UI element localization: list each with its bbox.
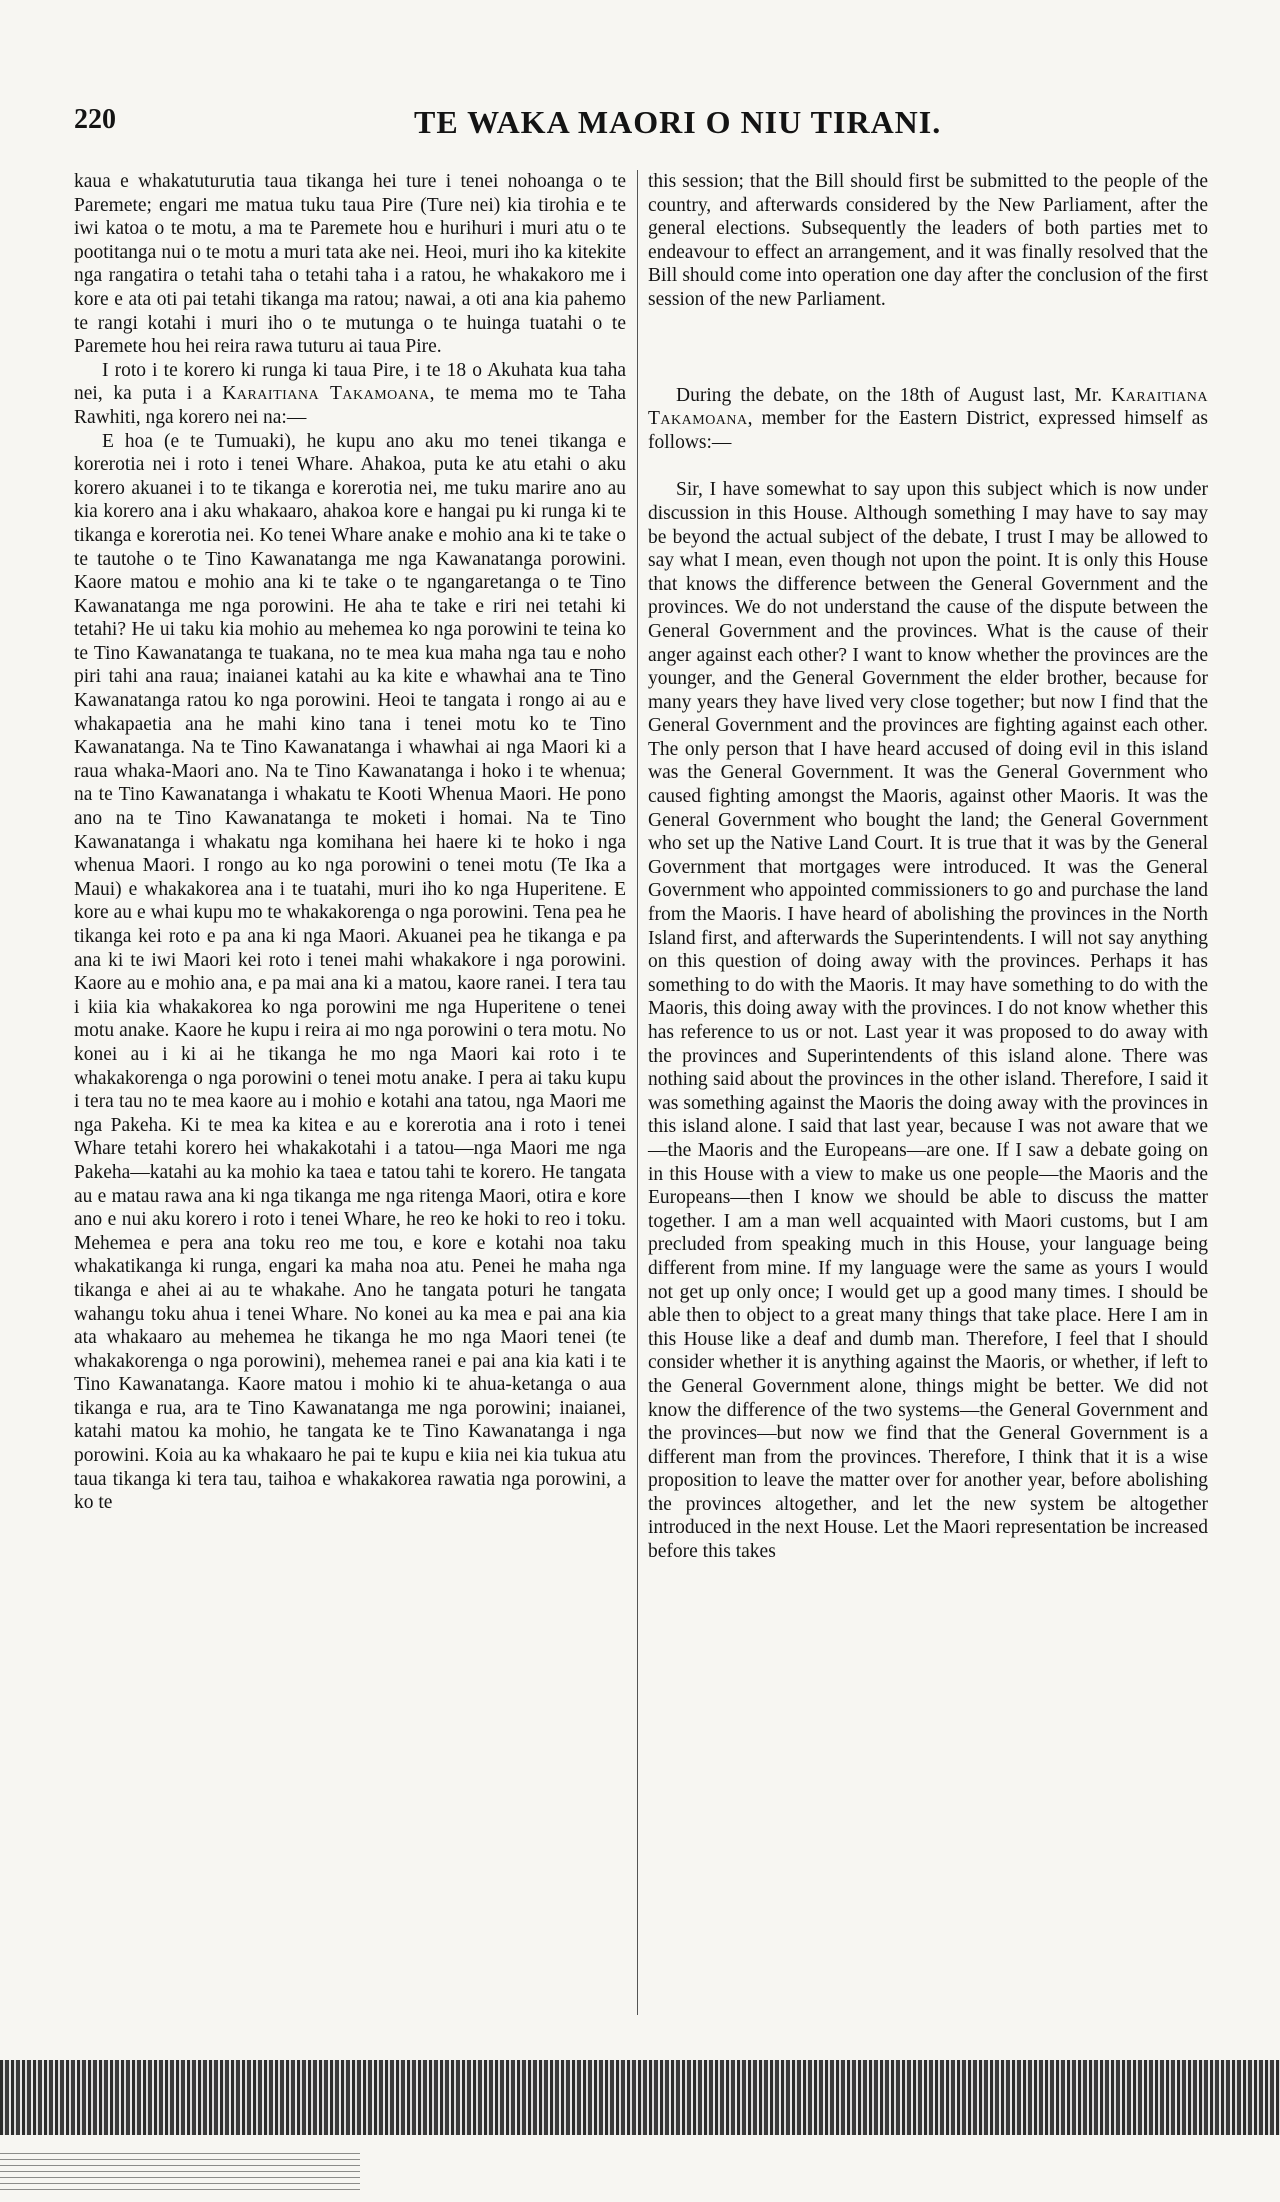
running-title: TE WAKA MAORI O NIU TIRANI.	[414, 104, 942, 140]
maori-paragraph-attribution	[74, 359, 626, 430]
attribution-end: , member for the Eastern District, expressed himself as follows:—	[648, 408, 1208, 453]
english-paragraph-attribution	[648, 384, 1208, 455]
attribution-end: , te mema mo te Taha Rawhiti, nga korero nei na:—	[74, 383, 626, 428]
speaker-name: Karaitiana Takamoana	[648, 384, 1208, 430]
column-divider	[637, 170, 638, 2015]
maori-column	[74, 170, 626, 1515]
page-header	[74, 104, 1214, 152]
page-number: 220	[74, 104, 116, 135]
speaker-name: Karaitiana Takamoana	[222, 383, 430, 405]
maori-paragraph-intro: kaua e whakatuturutia taua tikanga hei ture i tenei nohoanga o te Paremete; engari me matua tuku taua Pire (Ture nei) kia tirohia e te iwi katoa o te motu, a ma te Paremete hou e hurihuri i muri atu o te pootitanga nui o te motu a muri tata ake nei. Heoi, muri iho ka kitekite nga rangatira o tetahi taha o tetahi taha i a ratou, he whakakoro me i kore e ata oti pai tetahi tikanga ma ratou; nawai, a oti ana kia pahemo te rangi kotahi i muri iho o te mutunga o te huinga tuatahi o te Paremete hou hei reira rawa tuturu ai taua Pire.	[74, 171, 626, 358]
english-paragraph-intro: this session; that the Bill should first be submitted to the people of the country, and afterwards considered by the New Parliament, after the general elections. Subsequently the leaders of both parties met to endeavour to effect an arrangement, and it was finally resolved that the Bill should come into operation one day after the conclusion of the first session of the new Parliament.	[648, 171, 1208, 310]
attribution-start: During the debate, on the 18th of August last, Mr.	[676, 384, 1112, 406]
english-paragraph-speech: Sir, I have somewhat to say upon this subject which is now under discussion in this House. Although something I may have to say may be beyond the actual subject of the debate, I trust I may be allowed to say what I mean, even though not upon the point. It is only this House that knows the difference between the General Government and the provinces. We do not understand the cause of the dispute between the General Government and the provinces. What is the cause of their anger against each other? I want to know whether the provinces are the younger, and the General Government the elder brother, because for many years they have lived very close together; but now I find that the General Government and the provinces are fighting against each other. The only person that I have heard accused of doing evil in this island was the General Government. It was the General Government who caused fighting amongst the Maoris, against other Maoris. It was the General Government who bought the land; the General Government who set up the Native Land Court. It is true that it was by the General Government that mortgages were introduced. It was the General Government who appointed commissioners to go and purchase the land from the Maoris. I have heard of abolishing the provinces in the North Island first, and afterwards the Superintendents. I will not say anything on this question of doing away with the provinces. Perhaps it has something to do with the Maoris. It may have something to do with the Maoris, this doing away with the provinces. I do not know whether this has reference to us or not. Last year it was proposed to do away with the provinces and Superintendents of this island alone. There was nothing said about the provinces in the other island. Therefore, I said it was something against the Maoris the doing away with the provinces in this island alone. I said that last year, because I was not aware that we—the Maoris and the Europeans—are one. If I saw a debate going on in this House with a view to make us one people—the Maoris and the Europeans—then I know we should be able to discuss the matter together. I am a man well acquainted with Maori customs, but I am precluded from speaking much in this House, your language being different from mine. If my language were the same as yours I would not get up only once; I would get up a good many times. I should be able then to object to a great many things that take place. Here I am in this House like a deaf and dumb man. Therefore, I feel that I should consider whether it is anything against the Maoris, or whether, if left to the General Government alone, things might be better. We did not know the difference of the two systems—the General Government and the provinces—but now we find that the General Government is a different man from the provinces. Therefore, I think that it is a wise proposition to leave the matter over for another year, before abolishing the provinces altogether, and let the new system be altogether introduced in the next House. Let the Maori representation be increased before this takes	[648, 479, 1208, 1563]
attribution-start: I roto i te korero ki runga ki taua Pire, i te 18 o Akuhata kua taha nei, ka puta i a	[74, 359, 626, 405]
scan-edge-lines	[0, 2150, 360, 2190]
english-column	[648, 170, 1208, 1564]
maori-paragraph-speech: E hoa (e te Tumuaki), he kupu ano aku mo tenei tikanga e korerotia nei i roto i tenei Whare. Ahakoa, puta ke atu etahi o aku korero akuanei i to te tikanga e korerotia nei, me tuku marire ano au kia korero ana i aku whakaaro, ahakoa kore e hangai pu ki runga ki te tikanga e korerotia nei. Ko tenei Whare anake e mohio ana ki te take o te tautohe o te Tino Kawanatanga me nga Kawanatanga porowini. Kaore matou e mohio ana ki te take o te ngangaretanga o te Tino Kawanatanga me nga porowini. He aha te take e riri nei tetahi ki tetahi? He ui taku kia mohio au mehemea ko nga porowini te teina ko te Tino Kawanatanga te tuakana, no te mea kua maha nga tau e noho piri tahi ana raua; inaianei katahi au ka kite e whawhai ana te Tino Kawanatanga ratou ko nga porowini. Heoi te tangata i rongo ai au e whakapaetia ana he mahi kino tana i tenei motu ko te Tino Kawanatanga. Na te Tino Kawanatanga i whawhai ai nga Maori ki a raua whaka-Maori ano. Na te Tino Kawanatanga i hoko i te whenua; na te Tino Kawanatanga i whakatu te Kooti Whenua Maori. He pono ano na te Tino Kawanatanga te moketi i homai. Na te Tino Kawanatanga i whakatu nga komihana hei haere ki te hoko i nga whenua Maori. I rongo au ko nga porowini o tenei motu (Te Ika a Maui) e whakakorea ana i te tuatahi, muri iho ko nga Huperitene. E kore au e whai kupu mo te whakakorenga o nga porowini. Tena pea he tikanga kei roto e pa ana ki nga Maori. Akuanei pea he tikanga e pa ana ki te iwi Maori kei roto i tenei mahi whakakore i nga porowini. Kaore au e mohio ana, e pa mai ana ki a matou, kaore ranei. I tera tau i kiia kia whakakorea ko nga porowini me nga Huperitene o tenei motu anake. Kaore he kupu i reira ai mo nga porowini o tera motu. No konei au i ki ai he tikanga he mo nga Maori kai roto i te whakakorenga o nga porowini o tenei motu anake. I pera ai taku kupu i tera tau no te mea kaore au i mohio e kotahi ana tatou, nga Maori me nga Pakeha. Ki te mea ka kitea e au e korerotia ana i roto i tenei Whare tetahi korero hei whakakotahi i a tatou—nga Maori me nga Pakeha—katahi au ka mohio ka taea e tatou tahi te korero. He tangata au e matau rawa ana ki nga tikanga me nga ritenga Maori, otira e kore ano e nui aku korero i roto i tenei Whare, he reo ke hoki to reo i toku. Mehemea e pera ana toku reo me tou, e kore e kotahi noa taku whakatikanga ki runga, engari ka maha noa atu. Penei he maha nga tikanga e ahei ai au te whakahe. Ano he tangata poturi he tangata wahangu toku ahua i tenei Whare. No konei au ka mea e pai ana kia ata whakaaro au mehemea he tikanga he mo nga Maori tenei (te whakakorenga o nga porowini), mehemea ranei e pai ana kia kati i te Tino Kawanatanga. Kaore matou i mohio ki te ahua-ketanga o aua tikanga e rua, ara te Tino Kawanatanga me nga porowini; inaianei, katahi matou ka mohio, he tangata ke te Tino Kawanatanga i nga porowini. Koia au ka whakaaro he pai te kupu e kiia nei kia tukua atu taua tikanga ki tera tau, taihoa e whakakorea rawatia nga porowini, a ko te	[74, 430, 626, 1514]
scan-noise-band	[0, 2060, 1280, 2135]
